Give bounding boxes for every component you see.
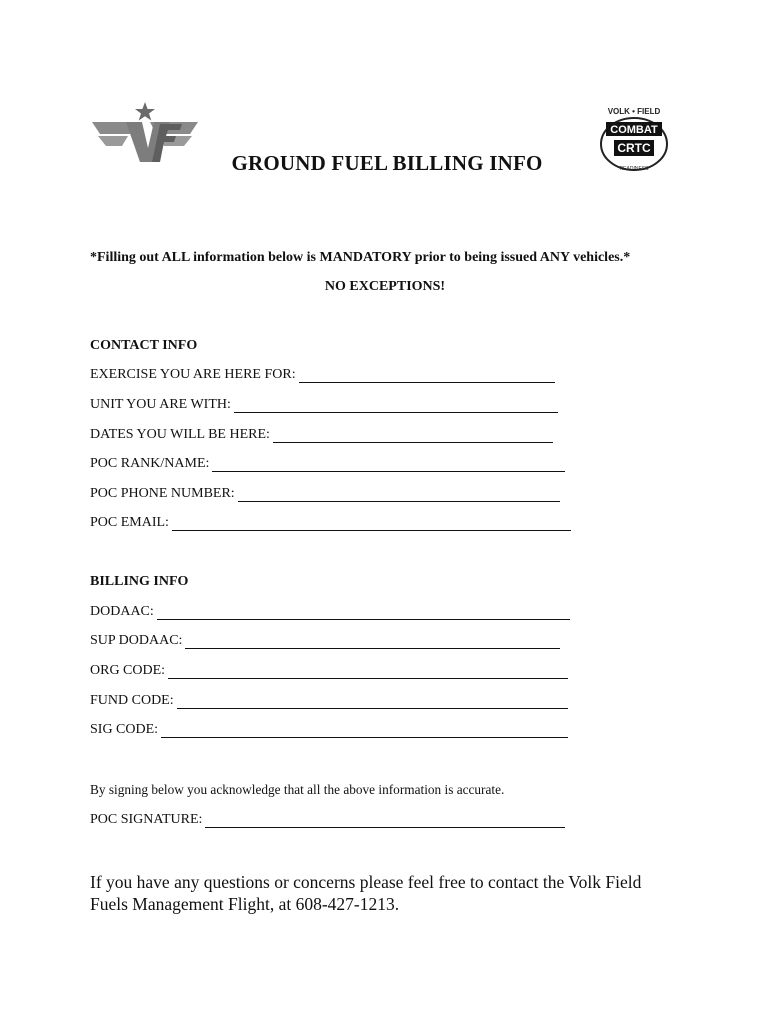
dates-field[interactable] bbox=[90, 427, 553, 443]
contact-info-heading: CONTACT INFO bbox=[90, 338, 198, 353]
svg-text:READINESS: READINESS bbox=[619, 166, 649, 172]
closing-line-2: Fuels Management Flight, at 608-427-1213. bbox=[90, 894, 400, 914]
org-code-input-line[interactable] bbox=[168, 664, 568, 679]
exercise-field[interactable] bbox=[90, 367, 555, 383]
sig-code-input-line[interactable] bbox=[161, 723, 568, 738]
poc-email-input-line[interactable] bbox=[172, 516, 571, 531]
poc-phone-field[interactable] bbox=[90, 486, 560, 502]
unit-input-line[interactable] bbox=[234, 398, 558, 413]
exercise-input-line[interactable] bbox=[299, 368, 555, 383]
field-label: POC RANK/NAME: bbox=[90, 456, 210, 471]
field-label: DATES YOU WILL BE HERE: bbox=[90, 427, 270, 442]
field-label: FUND CODE: bbox=[90, 693, 174, 708]
svg-text:VOLK • FIELD: VOLK • FIELD bbox=[607, 107, 661, 116]
page-title: GROUND FUEL BILLING INFO bbox=[231, 151, 543, 175]
poc-phone-input-line[interactable] bbox=[238, 487, 560, 502]
closing-paragraph bbox=[90, 871, 690, 915]
sup-dodaac-field[interactable] bbox=[90, 633, 560, 649]
unit-field[interactable] bbox=[90, 397, 558, 413]
sup-dodaac-input-line[interactable] bbox=[185, 634, 560, 649]
field-label: ORG CODE: bbox=[90, 663, 166, 678]
dodaac-input-line[interactable] bbox=[157, 605, 570, 620]
field-label: POC EMAIL: bbox=[90, 515, 169, 530]
field-label: UNIT YOU ARE WITH: bbox=[90, 397, 231, 412]
dodaac-field[interactable] bbox=[90, 604, 570, 620]
billing-info-heading: BILLING INFO bbox=[90, 574, 189, 589]
poc-rank-name-field[interactable] bbox=[90, 456, 565, 472]
field-label: SUP DODAAC: bbox=[90, 633, 183, 648]
poc-signature-input-line[interactable] bbox=[205, 813, 565, 828]
field-label: EXERCISE YOU ARE HERE FOR: bbox=[90, 367, 296, 382]
org-code-field[interactable] bbox=[90, 663, 568, 679]
fund-code-field[interactable] bbox=[90, 693, 568, 709]
field-label: DODAAC: bbox=[90, 604, 154, 619]
svg-text:CRTC: CRTC bbox=[617, 141, 651, 155]
poc-email-field[interactable] bbox=[90, 515, 571, 531]
field-label: POC PHONE NUMBER: bbox=[90, 486, 235, 501]
svg-text:COMBAT: COMBAT bbox=[610, 124, 658, 136]
closing-line-1: If you have any questions or concerns please feel free to contact the Volk Field bbox=[90, 872, 642, 892]
no-exceptions-notice: NO EXCEPTIONS! bbox=[324, 279, 446, 294]
dates-input-line[interactable] bbox=[273, 428, 553, 443]
field-label: POC SIGNATURE: bbox=[90, 812, 203, 827]
acknowledgement-text: By signing below you acknowledge that all the above information is accurate. bbox=[90, 782, 505, 797]
sig-code-field[interactable] bbox=[90, 722, 568, 738]
poc-rank-name-input-line[interactable] bbox=[212, 457, 565, 472]
poc-signature-field[interactable] bbox=[90, 812, 565, 828]
field-label: SIG CODE: bbox=[90, 722, 159, 737]
fund-code-input-line[interactable] bbox=[177, 694, 568, 709]
mandatory-notice: *Filling out ALL information below is MANDATORY prior to being issued ANY vehicles.* bbox=[90, 250, 631, 265]
